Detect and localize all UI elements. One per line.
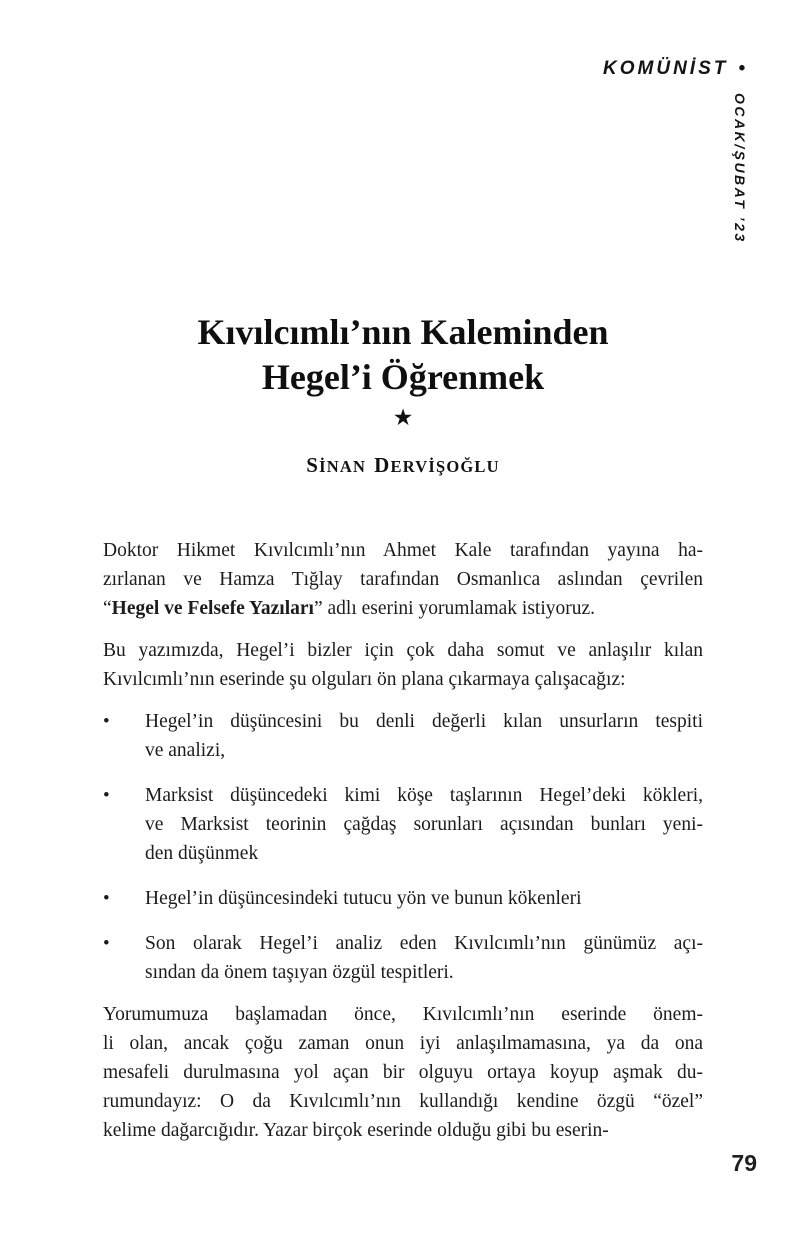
text-segment: ” adlı eserini yorumlamak istiyoruz. xyxy=(313,598,596,619)
text-line: den düşünmek xyxy=(145,843,259,864)
article-title-line2: Hegel’i Öğrenmek xyxy=(261,357,545,397)
bullet-text xyxy=(145,929,703,987)
bullet-icon: • xyxy=(103,785,110,806)
paragraph xyxy=(103,536,703,623)
bold-text-segment: Hegel ve Felsefe Yazıları xyxy=(111,598,314,619)
text-segment: “ xyxy=(103,598,112,619)
text-line: Bu yazımızda, Hegel’i bizler için çok daha somut ve anlaşılır kılan xyxy=(103,640,703,661)
author-word1-rest: İNAN xyxy=(319,457,367,476)
text-line: Hegel’in düşüncesini bu denli değerli kılan unsurların tespiti xyxy=(145,711,703,732)
paragraph xyxy=(103,636,703,694)
journal-masthead xyxy=(603,58,745,80)
text-line: sından da önem taşıyan özgül tespitleri. xyxy=(145,962,454,983)
article xyxy=(103,300,703,1145)
text-line xyxy=(103,594,703,623)
author-word2-initial: D xyxy=(374,453,391,477)
bullet-item xyxy=(103,781,703,868)
text-line: kelime dağarcığıdır. Yazar birçok eserinde olduğu gibi bu eserin- xyxy=(103,1120,609,1141)
bullet-icon: • xyxy=(103,888,110,909)
bullet-text xyxy=(145,707,703,765)
journal-name: KOMÜNİST xyxy=(603,58,729,79)
text-line: ve analizi, xyxy=(145,740,226,761)
bullet-item xyxy=(103,707,703,765)
text-line: mesafeli durulmasına yol açan bir olguyu ortaya koyup aşmak du- xyxy=(103,1062,703,1083)
article-body xyxy=(103,536,703,1145)
star-icon: ★ xyxy=(392,405,414,430)
bullet-text xyxy=(145,781,703,868)
text-line: ve Marksist teorinin çağdaş sorunları açısından bunları yeni- xyxy=(145,814,703,835)
bullet-icon: • xyxy=(103,711,110,732)
paragraph xyxy=(103,1000,703,1145)
author-word2-rest: ERVİŞOĞLU xyxy=(390,457,500,476)
text-line: Son olarak Hegel’i analiz eden Kıvılcımlı’nın günümüz açı- xyxy=(145,933,703,954)
text-line: Doktor Hikmet Kıvılcımlı’nın Ahmet Kale tarafından yayına ha- xyxy=(103,540,703,561)
text-line: Yorumumuza başlamadan önce, Kıvılcımlı’nın eserinde önem- xyxy=(103,1004,703,1025)
text-line: rumundayız: O da Kıvılcımlı’nın kullandığı kendine özgü “özel” xyxy=(103,1091,703,1112)
text-line: li olan, ancak çoğu zaman onun iyi anlaşılmamasına, ya da ona xyxy=(103,1033,703,1054)
author-name xyxy=(103,453,703,478)
page-number: 79 xyxy=(731,1150,757,1176)
bullet-item xyxy=(103,884,703,913)
article-title-line1: Kıvılcımlı’nın Kaleminden xyxy=(197,312,609,352)
masthead-dot-icon: • xyxy=(738,58,745,79)
bullet-text xyxy=(145,884,703,913)
text-line: zırlanan ve Hamza Tığlay tarafından Osmanlıca aslından çevrilen xyxy=(103,569,703,590)
issue-date-vertical: OCAK/ŞUBAT ’23 xyxy=(732,93,748,244)
text-line: Hegel’in düşüncesindeki tutucu yön ve bunun kökenleri xyxy=(145,888,582,909)
text-line: Marksist düşüncedeki kimi köşe taşlarının Hegel’deki kökleri, xyxy=(145,785,703,806)
bullet-icon: • xyxy=(103,933,110,954)
article-title xyxy=(103,310,703,400)
bullet-list xyxy=(103,707,703,987)
author-word1-initial: S xyxy=(306,453,320,477)
text-line: Kıvılcımlı’nın eserinde şu olguları ön plana çıkarmaya çalışacağız: xyxy=(103,669,626,690)
bullet-item xyxy=(103,929,703,987)
